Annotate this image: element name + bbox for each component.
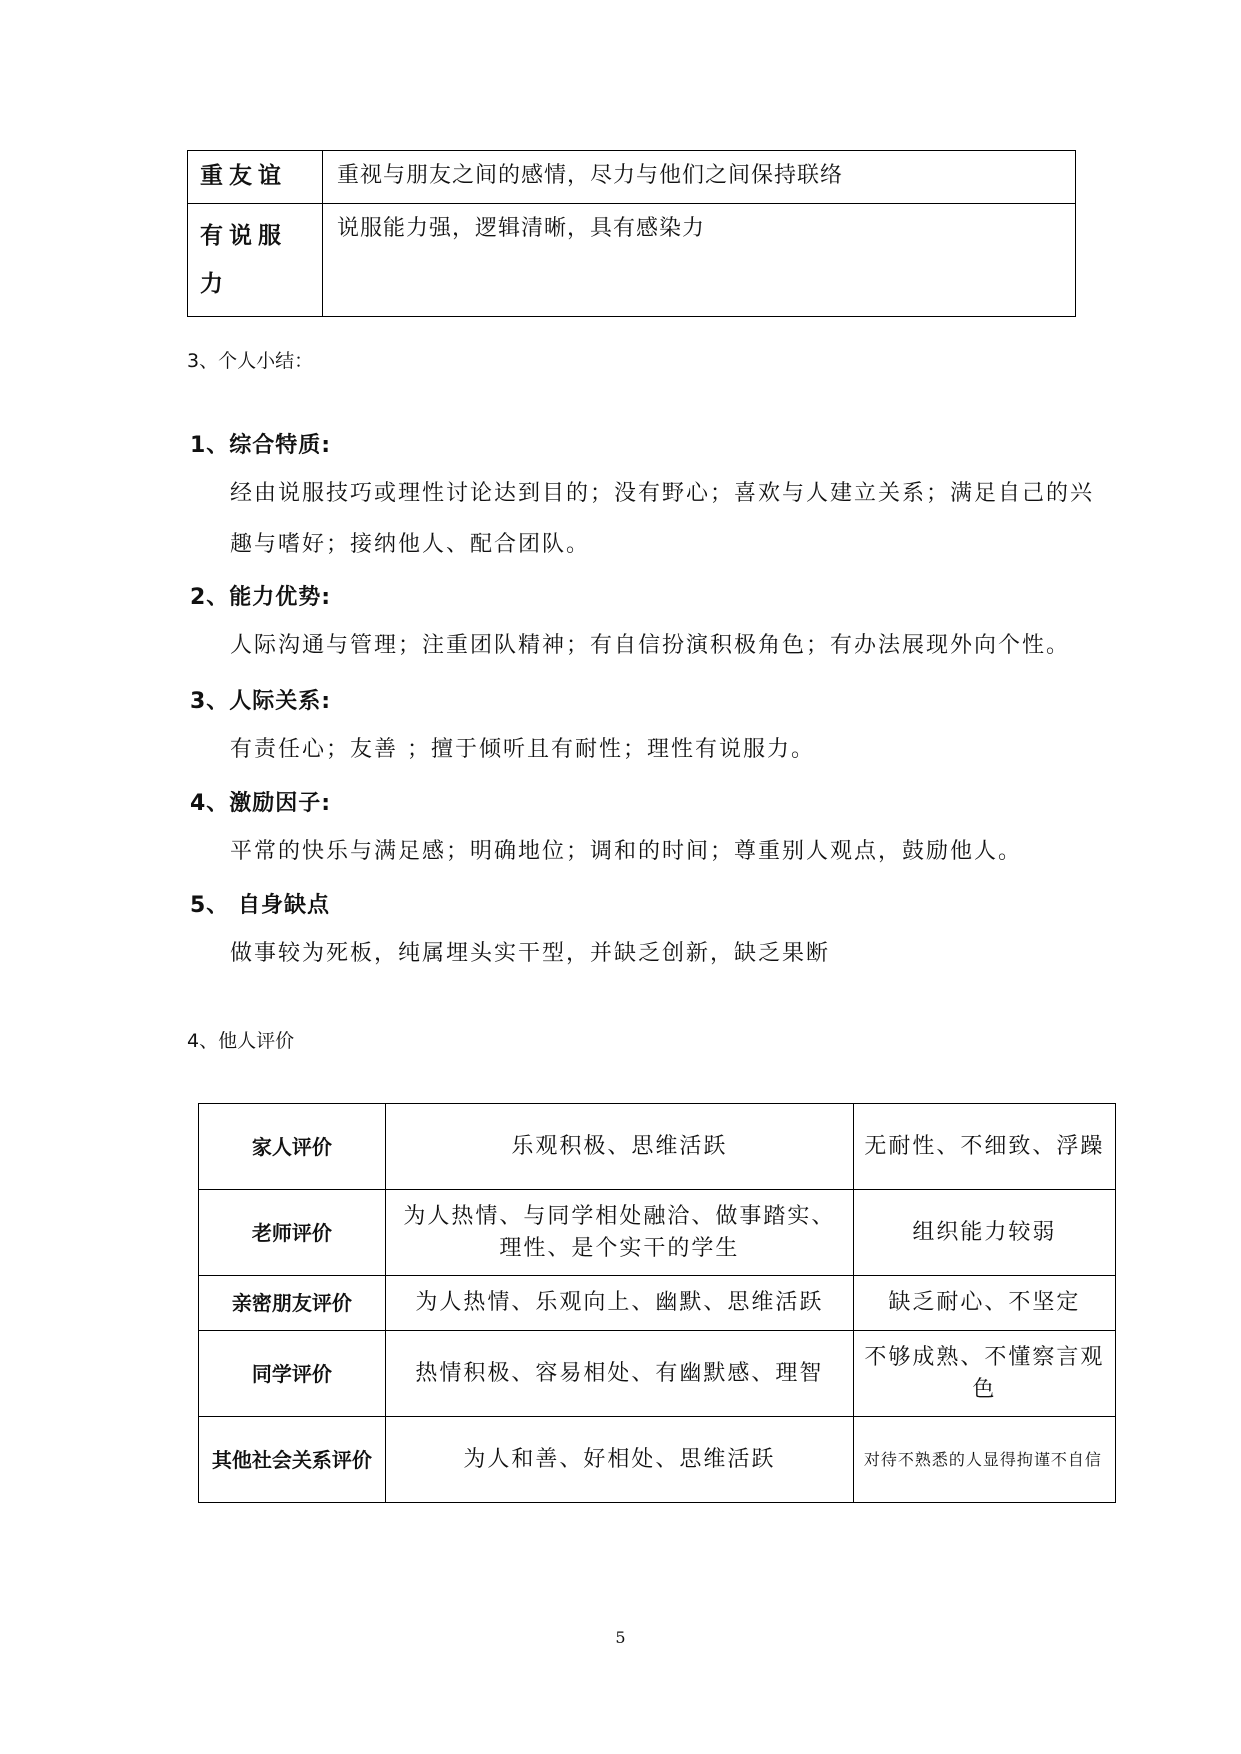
subsection-body: 经由说服技巧或理性讨论达到目的；没有野心；喜欢与人建立关系；满足自己的兴趣与嗜好；接纳他人、配合团队。 — [230, 481, 1095, 557]
subsection-body: 有责任心；友善 ；擅于倾听且有耐性；理性有说服力。 — [230, 737, 815, 762]
strengths-cell: 乐观积极、思维活跃 — [385, 1104, 853, 1190]
table-row — [188, 151, 1076, 204]
evaluator-cell: 老师评价 — [199, 1190, 386, 1276]
subsection-body: 做事较为死板，纯属埋头实干型，并缺乏创新，缺乏果断 — [230, 941, 831, 966]
subsection-body: 平常的快乐与满足感；明确地位；调和的时间；尊重别人观点，鼓励他人。 — [230, 839, 1023, 864]
table-row — [188, 204, 1076, 317]
table-row — [199, 1276, 1116, 1331]
subsection-title: 2、能力优势: — [190, 585, 332, 610]
trait-name: 重友谊 — [188, 151, 323, 204]
strengths-cell: 热情积极、容易相处、有幽默感、理智 — [385, 1331, 853, 1417]
section-heading: 3、个人小结： — [187, 350, 314, 372]
subsection-title: 1、综合特质: — [190, 433, 332, 458]
trait-desc: 重视与朋友之间的感情，尽力与他们之间保持联络 — [323, 151, 1076, 204]
subsection-body: 人际沟通与管理；注重团队精神；有自信扮演积极角色；有办法展现外向个性。 — [230, 633, 1071, 658]
evaluator-cell: 其他社会关系评价 — [199, 1417, 386, 1503]
subsection-title: 4、激励因子: — [190, 791, 332, 816]
section-heading: 4、他人评价 — [187, 1030, 295, 1052]
traits-table — [187, 150, 1076, 317]
weaknesses-cell: 组织能力较弱 — [853, 1190, 1115, 1276]
subsection-title: 5、 自身缺点 — [190, 893, 330, 918]
weaknesses-cell: 无耐性、不细致、浮躁 — [853, 1104, 1115, 1190]
strengths-cell: 为人热情、与同学相处融洽、做事踏实、理性、是个实干的学生 — [385, 1190, 853, 1276]
weaknesses-cell: 对待不熟悉的人显得拘谨不自信 — [853, 1417, 1115, 1503]
trait-desc: 说服能力强，逻辑清晰，具有感染力 — [323, 204, 1076, 317]
strengths-cell: 为人和善、好相处、思维活跃 — [385, 1417, 853, 1503]
strengths-cell: 为人热情、乐观向上、幽默、思维活跃 — [385, 1276, 853, 1331]
table-row — [199, 1104, 1116, 1190]
table-row — [199, 1331, 1116, 1417]
evaluation-table — [198, 1103, 1116, 1503]
evaluator-cell: 同学评价 — [199, 1331, 386, 1417]
trait-name: 有说服力 — [188, 204, 323, 317]
evaluator-cell: 家人评价 — [199, 1104, 386, 1190]
table-row — [199, 1417, 1116, 1503]
evaluator-cell: 亲密朋友评价 — [199, 1276, 386, 1331]
subsection-title: 3、人际关系: — [190, 689, 332, 714]
weaknesses-cell: 缺乏耐心、不坚定 — [853, 1276, 1115, 1331]
weaknesses-cell: 不够成熟、不懂察言观色 — [853, 1331, 1115, 1417]
table-row — [199, 1190, 1116, 1276]
page-number: 5 — [615, 1628, 626, 1647]
